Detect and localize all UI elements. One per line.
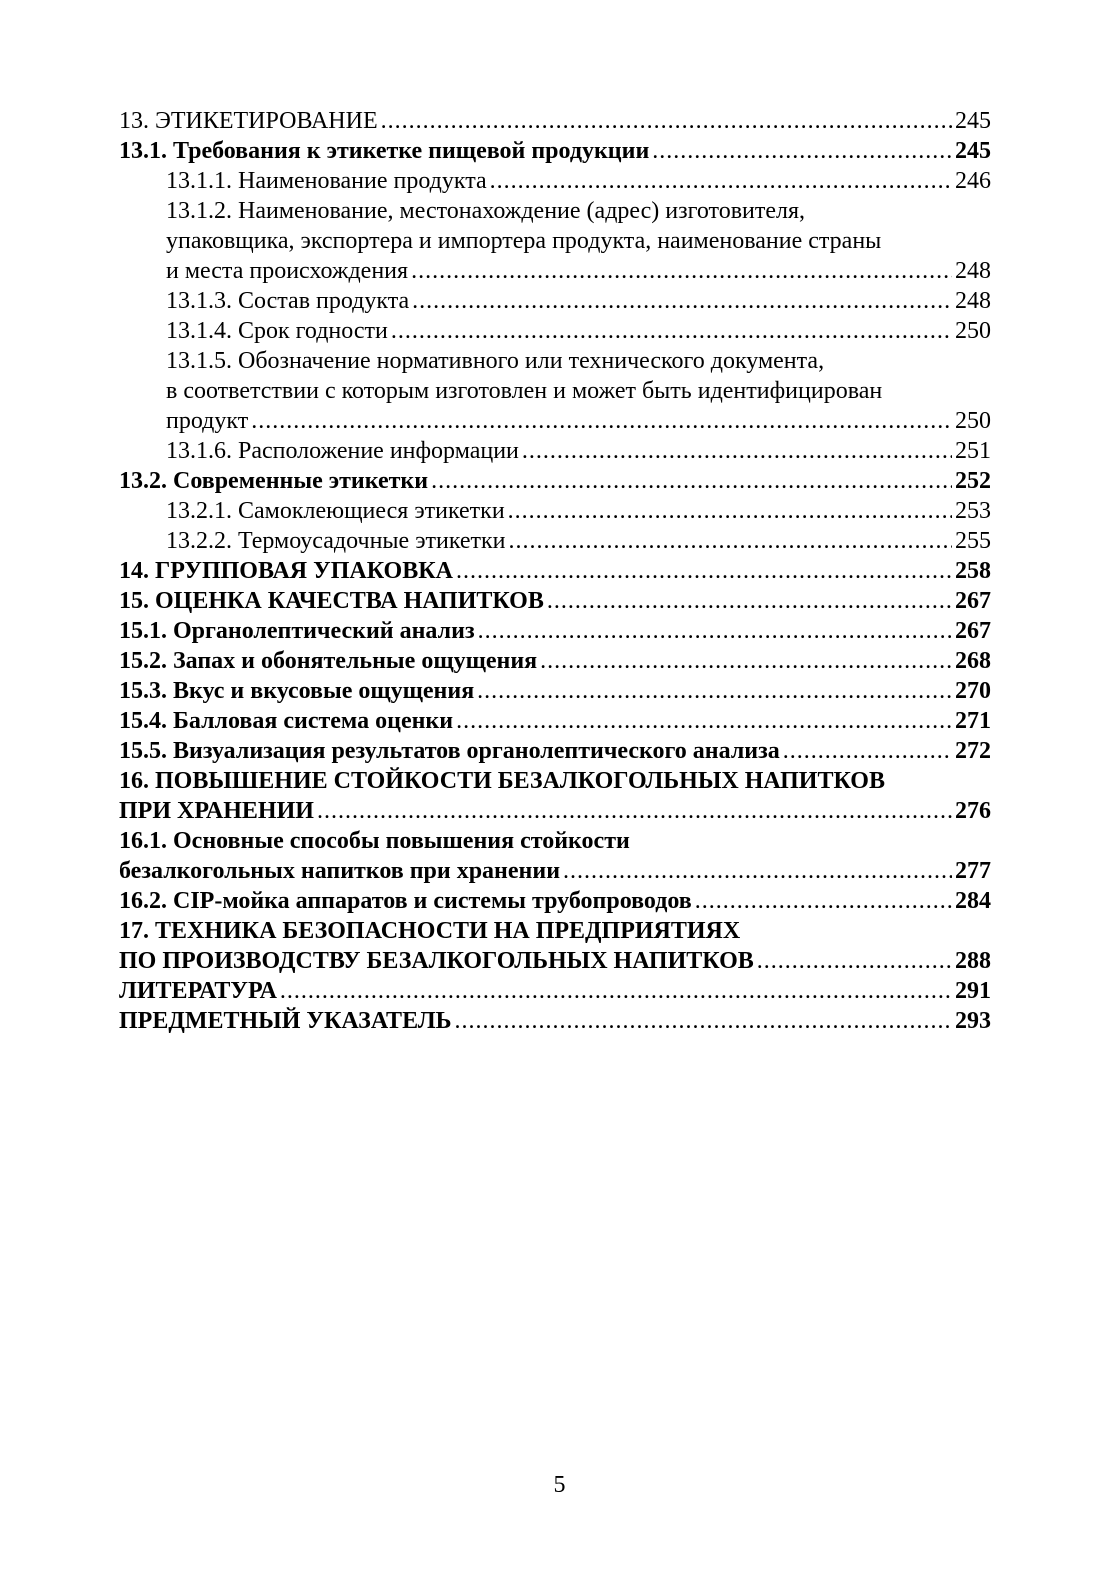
dot-leader bbox=[547, 586, 952, 616]
toc-entry[interactable] bbox=[119, 616, 991, 646]
toc-entry-row bbox=[166, 316, 991, 346]
toc-entry[interactable] bbox=[119, 586, 991, 616]
toc-page-number: 276 bbox=[955, 798, 991, 824]
toc-entry-title-line: 13.1.1. Наименование продукта bbox=[166, 168, 487, 194]
toc-entry-row bbox=[119, 1006, 991, 1036]
toc-entry[interactable] bbox=[119, 166, 991, 196]
toc-entry[interactable] bbox=[119, 886, 991, 916]
toc-entry[interactable] bbox=[119, 766, 991, 826]
toc-entry-row bbox=[119, 796, 991, 826]
toc-entry[interactable] bbox=[119, 706, 991, 736]
toc-entry-title-line: 13.1.3. Состав продукта bbox=[166, 288, 410, 314]
dot-leader bbox=[695, 886, 952, 916]
toc-entry[interactable] bbox=[119, 676, 991, 706]
toc-page-number: 293 bbox=[955, 1008, 991, 1034]
toc-entry-title-line: 13.1. Требования к этикетке пищевой продукции bbox=[119, 138, 650, 164]
toc-entry-title-line: 14. ГРУППОВАЯ УПАКОВКА bbox=[119, 558, 453, 584]
toc-entry-title-line: ПРЕДМЕТНЫЙ УКАЗАТЕЛЬ bbox=[119, 1008, 452, 1034]
toc-entry-row bbox=[119, 976, 991, 1006]
toc-entry[interactable] bbox=[119, 286, 991, 316]
dot-leader bbox=[490, 166, 952, 196]
toc-page-number: 248 bbox=[955, 258, 991, 284]
toc-entry[interactable] bbox=[119, 736, 991, 766]
dot-leader bbox=[540, 646, 952, 676]
toc-page-number: 291 bbox=[955, 978, 991, 1004]
toc-entry-title-line: 15.1. Органолептический анализ bbox=[119, 618, 475, 644]
toc-entry[interactable] bbox=[119, 916, 991, 976]
toc-entry-row bbox=[119, 886, 991, 916]
toc-entry-title-line: 15.3. Вкус и вкусовые ощущения bbox=[119, 678, 475, 704]
toc-entry[interactable] bbox=[119, 136, 991, 166]
toc-entry-title-line: 16.1. Основные способы повышения стойкости bbox=[119, 828, 630, 854]
dot-leader bbox=[431, 466, 952, 496]
toc-entry-title-line: 15.2. Запах и обонятельные ощущения bbox=[119, 648, 538, 674]
toc-entry[interactable] bbox=[119, 556, 991, 586]
toc-entry-title-line: 13.2.1. Самоклеющиеся этикетки bbox=[166, 498, 505, 524]
toc-entry-row bbox=[166, 256, 991, 286]
toc-entry[interactable] bbox=[119, 106, 991, 136]
toc-entry[interactable] bbox=[119, 436, 991, 466]
toc-entry-title-line: 13.1.2. Наименование, местонахождение (адрес) изготовителя, bbox=[166, 198, 806, 224]
toc-entry-title-line: 13.1.5. Обозначение нормативного или технического документа, bbox=[166, 348, 825, 374]
toc-page-number: 267 bbox=[955, 588, 991, 614]
toc-entry-row bbox=[119, 586, 991, 616]
dot-leader bbox=[251, 406, 952, 436]
dot-leader bbox=[478, 616, 952, 646]
dot-leader bbox=[456, 706, 952, 736]
dot-leader bbox=[455, 1006, 952, 1036]
toc-entry[interactable] bbox=[119, 976, 991, 1006]
toc-page-number: 248 bbox=[955, 288, 991, 314]
toc-entry-title-line: 13.1.6. Расположение информации bbox=[166, 438, 519, 464]
toc-entry-title-line: ПО ПРОИЗВОДСТВУ БЕЗАЛКОГОЛЬНЫХ НАПИТКОВ bbox=[119, 948, 754, 974]
toc-page-number: 277 bbox=[955, 858, 991, 884]
toc-page-number: 284 bbox=[955, 888, 991, 914]
table-of-contents bbox=[119, 106, 991, 1036]
dot-leader bbox=[563, 856, 952, 886]
toc-entry-row bbox=[119, 616, 991, 646]
dot-leader bbox=[522, 436, 952, 466]
toc-page-number: 246 bbox=[955, 168, 991, 194]
toc-entry-title-line: упаковщика, экспортера и импортера продукта, наименование страны bbox=[166, 228, 882, 254]
toc-page-number: 252 bbox=[955, 468, 991, 494]
dot-leader bbox=[412, 286, 952, 316]
toc-page-number: 288 bbox=[955, 948, 991, 974]
page-number: 5 bbox=[553, 1472, 566, 1498]
dot-leader bbox=[783, 736, 952, 766]
toc-entry-row bbox=[119, 466, 991, 496]
dot-leader bbox=[411, 256, 952, 286]
toc-entry-row bbox=[119, 646, 991, 676]
toc-page-number: 255 bbox=[955, 528, 991, 554]
toc-entry-title-line: 15. ОЦЕНКА КАЧЕСТВА НАПИТКОВ bbox=[119, 588, 544, 614]
toc-entry-title-line: 16. ПОВЫШЕНИЕ СТОЙКОСТИ БЕЗАЛКОГОЛЬНЫХ НАПИТКОВ bbox=[119, 768, 885, 794]
dot-leader bbox=[317, 796, 952, 826]
dot-leader bbox=[757, 946, 952, 976]
toc-entry[interactable] bbox=[119, 466, 991, 496]
toc-entry-title-line: 13.1.4. Срок годности bbox=[166, 318, 388, 344]
toc-entry-row bbox=[119, 136, 991, 166]
toc-page-number: 253 bbox=[955, 498, 991, 524]
toc-page-number: 268 bbox=[955, 648, 991, 674]
toc-page-number: 258 bbox=[955, 558, 991, 584]
toc-entry-row bbox=[119, 706, 991, 736]
dot-leader bbox=[652, 136, 952, 166]
toc-entry[interactable] bbox=[119, 826, 991, 886]
toc-entry-title-line: ЛИТЕРАТУРА bbox=[119, 978, 277, 1004]
dot-leader bbox=[456, 556, 952, 586]
toc-entry-row bbox=[119, 856, 991, 886]
toc-page-number: 267 bbox=[955, 618, 991, 644]
toc-entry-title-line: продукт bbox=[166, 408, 249, 434]
toc-page-number: 272 bbox=[955, 738, 991, 764]
toc-entry-row bbox=[119, 946, 991, 976]
dot-leader bbox=[477, 676, 952, 706]
toc-entry[interactable] bbox=[119, 526, 991, 556]
toc-entry-row bbox=[166, 286, 991, 316]
toc-entry-title-line: 16.2. CIP-мойка аппаратов и системы трубопроводов bbox=[119, 888, 692, 914]
toc-entry[interactable] bbox=[119, 1006, 991, 1036]
toc-page-number: 245 bbox=[955, 108, 991, 134]
toc-entry[interactable] bbox=[119, 646, 991, 676]
toc-entry-title-line: 15.5. Визуализация результатов органолептического анализа bbox=[119, 738, 780, 764]
toc-entry[interactable] bbox=[119, 316, 991, 346]
toc-entry-row bbox=[166, 406, 991, 436]
toc-page-number: 245 bbox=[955, 138, 991, 164]
toc-entry-row bbox=[119, 736, 991, 766]
toc-entry-title-line: 15.4. Балловая система оценки bbox=[119, 708, 454, 734]
toc-entry-title-line: ПРИ ХРАНЕНИИ bbox=[119, 798, 314, 824]
toc-entry-row bbox=[119, 676, 991, 706]
toc-entry-row bbox=[119, 106, 991, 136]
dot-leader bbox=[381, 106, 952, 136]
toc-entry-title-line: 13.2. Современные этикетки bbox=[119, 468, 429, 494]
dot-leader bbox=[391, 316, 952, 346]
toc-entry-title-line: в соответствии с которым изготовлен и может быть идентифицирован bbox=[166, 378, 883, 404]
toc-page-number: 250 bbox=[955, 318, 991, 344]
toc-entry-row bbox=[166, 436, 991, 466]
toc-entry-title-line: 17. ТЕХНИКА БЕЗОПАСНОСТИ НА ПРЕДПРИЯТИЯХ bbox=[119, 918, 741, 944]
toc-page-number: 270 bbox=[955, 678, 991, 704]
toc-entry-row bbox=[166, 496, 991, 526]
toc-entry-row bbox=[119, 556, 991, 586]
toc-page-number: 251 bbox=[955, 438, 991, 464]
toc-page-number: 250 bbox=[955, 408, 991, 434]
toc-entry-row bbox=[166, 166, 991, 196]
toc-entry[interactable] bbox=[119, 496, 991, 526]
toc-page-number: 271 bbox=[955, 708, 991, 734]
toc-entry-row bbox=[166, 526, 991, 556]
dot-leader bbox=[508, 496, 952, 526]
toc-entry-title-line: и места происхождения bbox=[166, 258, 409, 284]
toc-entry[interactable] bbox=[119, 346, 991, 436]
dot-leader bbox=[509, 526, 952, 556]
toc-entry-title-line: 13.2.2. Термоусадочные этикетки bbox=[166, 528, 506, 554]
toc-entry-title-line: 13. ЭТИКЕТИРОВАНИЕ bbox=[119, 108, 378, 134]
toc-entry-title-line: безалкогольных напитков при хранении bbox=[119, 858, 561, 884]
toc-entry[interactable] bbox=[119, 196, 991, 286]
dot-leader bbox=[280, 976, 952, 1006]
